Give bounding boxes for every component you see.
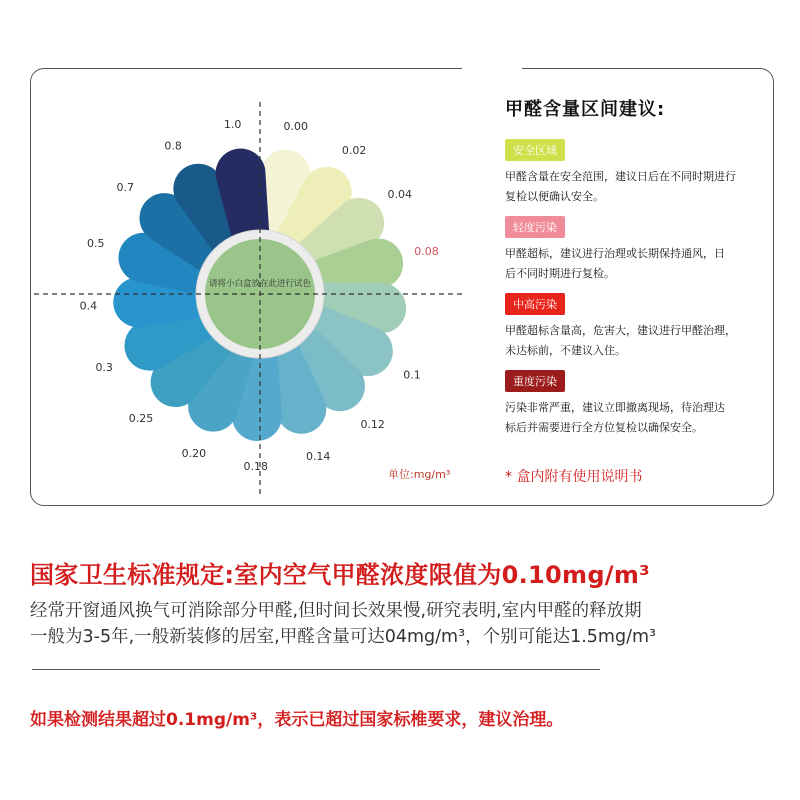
category-description-line: 标后并需要进行全方位复检以确保安全。 [505,421,703,434]
category-description-line: 甲醛超标，建议进行治理或长期保持通风，日 [505,247,725,260]
scale-label: 0.12 [360,417,385,431]
category-description-line: 甲醛含量在安全范围，建议日后在不同时期进行 [505,170,736,183]
category-description-line: 甲醛超标含量高，危害大，建议进行甲醛治理， [505,324,736,337]
scale-label: 0.5 [87,236,105,250]
color-scale-flower [30,68,500,508]
panel-title: 甲醛含量区间建议: [505,99,666,120]
suggestion-panel [505,95,775,447]
scale-label: 1.0 [223,118,242,132]
category-badge: 重度污染 [505,370,565,392]
scale-label: 0.00 [283,119,309,133]
instruction-note: * 盒内附有使用说明书 [505,469,643,485]
scale-label: 0.02 [341,144,367,157]
scale-label: 0.04 [387,187,413,201]
category-item [505,139,775,207]
unit-label: 单位:mg/m³ [388,468,451,481]
scale-label: 0.14 [305,449,331,463]
info-paragraph [30,598,780,650]
scale-label: 0.1 [403,368,421,382]
info-line-2: 一般为3-5年,一般新装修的居室,甲醛含量可达04mg/m³，个别可能达1.5mg/m³ [30,627,657,647]
scale-label: 0.3 [95,360,113,374]
scale-label: 0.8 [164,139,182,153]
standard-headline: 国家卫生标准规定:室内空气甲醛浓度限值为0.10mg/m³ [30,561,650,589]
category-description-line: 后不同时期进行复检。 [505,267,615,280]
category-list [505,139,775,438]
scale-label: 0.08 [414,245,439,258]
category-item [505,293,775,361]
center-label: 请将小白盒放在此进行试色 [208,279,312,289]
category-badge: 安全区域 [505,139,565,161]
category-item [505,216,775,284]
category-description-line: 未达标前，不建议入住。 [505,344,626,357]
scale-label: 0.25 [128,412,154,426]
scale-label: 0.4 [79,299,98,313]
category-description [505,244,775,284]
category-item [505,370,775,438]
category-description [505,398,775,438]
divider [32,669,600,670]
scale-label: 0.18 [243,459,269,473]
category-description [505,321,775,361]
info-line-1: 经常开窗通风换气可消除部分甲醛,但时间长效果慢,研究表明,室内甲醛的释放期 [30,601,642,621]
scale-label: 0.20 [181,446,207,460]
category-description-line: 复检以便确认安全。 [505,190,604,203]
category-badge: 中高污染 [505,293,565,315]
category-description [505,167,775,207]
scale-label: 0.7 [116,181,135,194]
category-badge: 轻度污染 [505,216,565,238]
category-description-line: 污染非常严重，建议立即撤离现场，待治理达 [505,401,725,414]
warning-text: 如果检测结果超过0.1mg/m³，表示已超过国家标椎要求，建议治理。 [30,710,564,730]
